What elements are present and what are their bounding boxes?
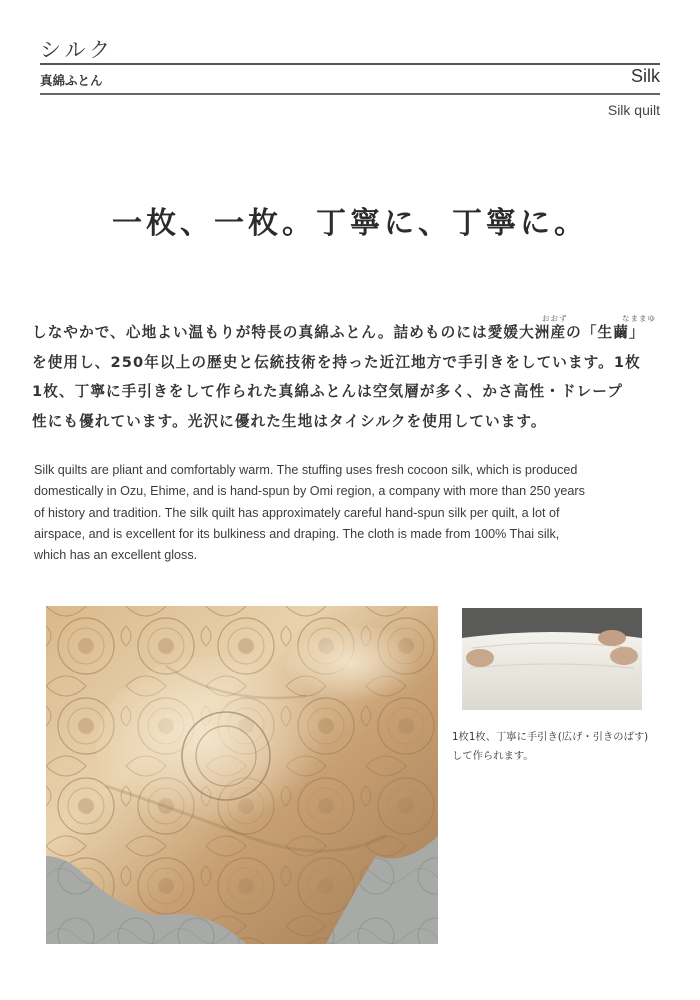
header-rule-bottom: [40, 93, 660, 95]
photo-caption-line: 1枚1枚、丁寧に手引き(広げ・引きのばす): [452, 731, 649, 743]
header-rule-top: [40, 63, 660, 65]
description-jp: [32, 318, 672, 436]
photo-caption: [452, 728, 672, 766]
photo-hand-spinning-silk: [462, 608, 642, 710]
photo-caption-line: して作られます。: [452, 750, 534, 762]
headline: 一枚、一枚。丁寧に、丁寧に。: [112, 206, 588, 241]
description-jp-line: 1枚、丁寧に手引きをして作られた真綿ふとんは空気層が多く、かさ高性・ドレープ: [32, 383, 623, 400]
ruby-ozu: おおず: [542, 314, 568, 323]
ruby-namamayu: なままゆ: [622, 314, 656, 323]
description-jp-line: を使用し、250年以上の歴史と伝統技術を持った近江地方で手引きをしています。1枚: [32, 353, 641, 371]
description-en: [34, 460, 670, 566]
product-name-en: Silk quilt: [607, 102, 660, 118]
subtitle-jp: 真綿ふとん: [40, 73, 103, 88]
description-en-line: Silk quilts are pliant and comfortably warm. The stuffing uses fresh cocoon silk, which is produced: [34, 463, 578, 477]
category-title: シルク: [40, 38, 115, 62]
description-en-line: airspace, and is excellent for its bulkiness and draping. The cloth is made from 100% Thai silk,: [34, 526, 560, 541]
subtitle-en: Silk: [630, 66, 660, 86]
description-en-line: which has an excellent gloss.: [34, 548, 198, 563]
description-jp-line: 性にも優れています。光沢に優れた生地はタイシルクを使用しています。: [32, 412, 547, 430]
product-photo-silk-quilt: [46, 606, 438, 944]
description-en-line: of history and tradition. The silk quilt has approximately careful hand-spun silk per quilt, a lot of: [34, 505, 560, 520]
description-en-line: domestically in Ozu, Ehime, and is hand-spun by Omi region, a company with more than 250 years: [34, 484, 585, 499]
description-jp-line: しなやかで、心地よい温もりが特長の真綿ふとん。詰めものには愛媛大洲産の「生繭」: [32, 324, 645, 341]
